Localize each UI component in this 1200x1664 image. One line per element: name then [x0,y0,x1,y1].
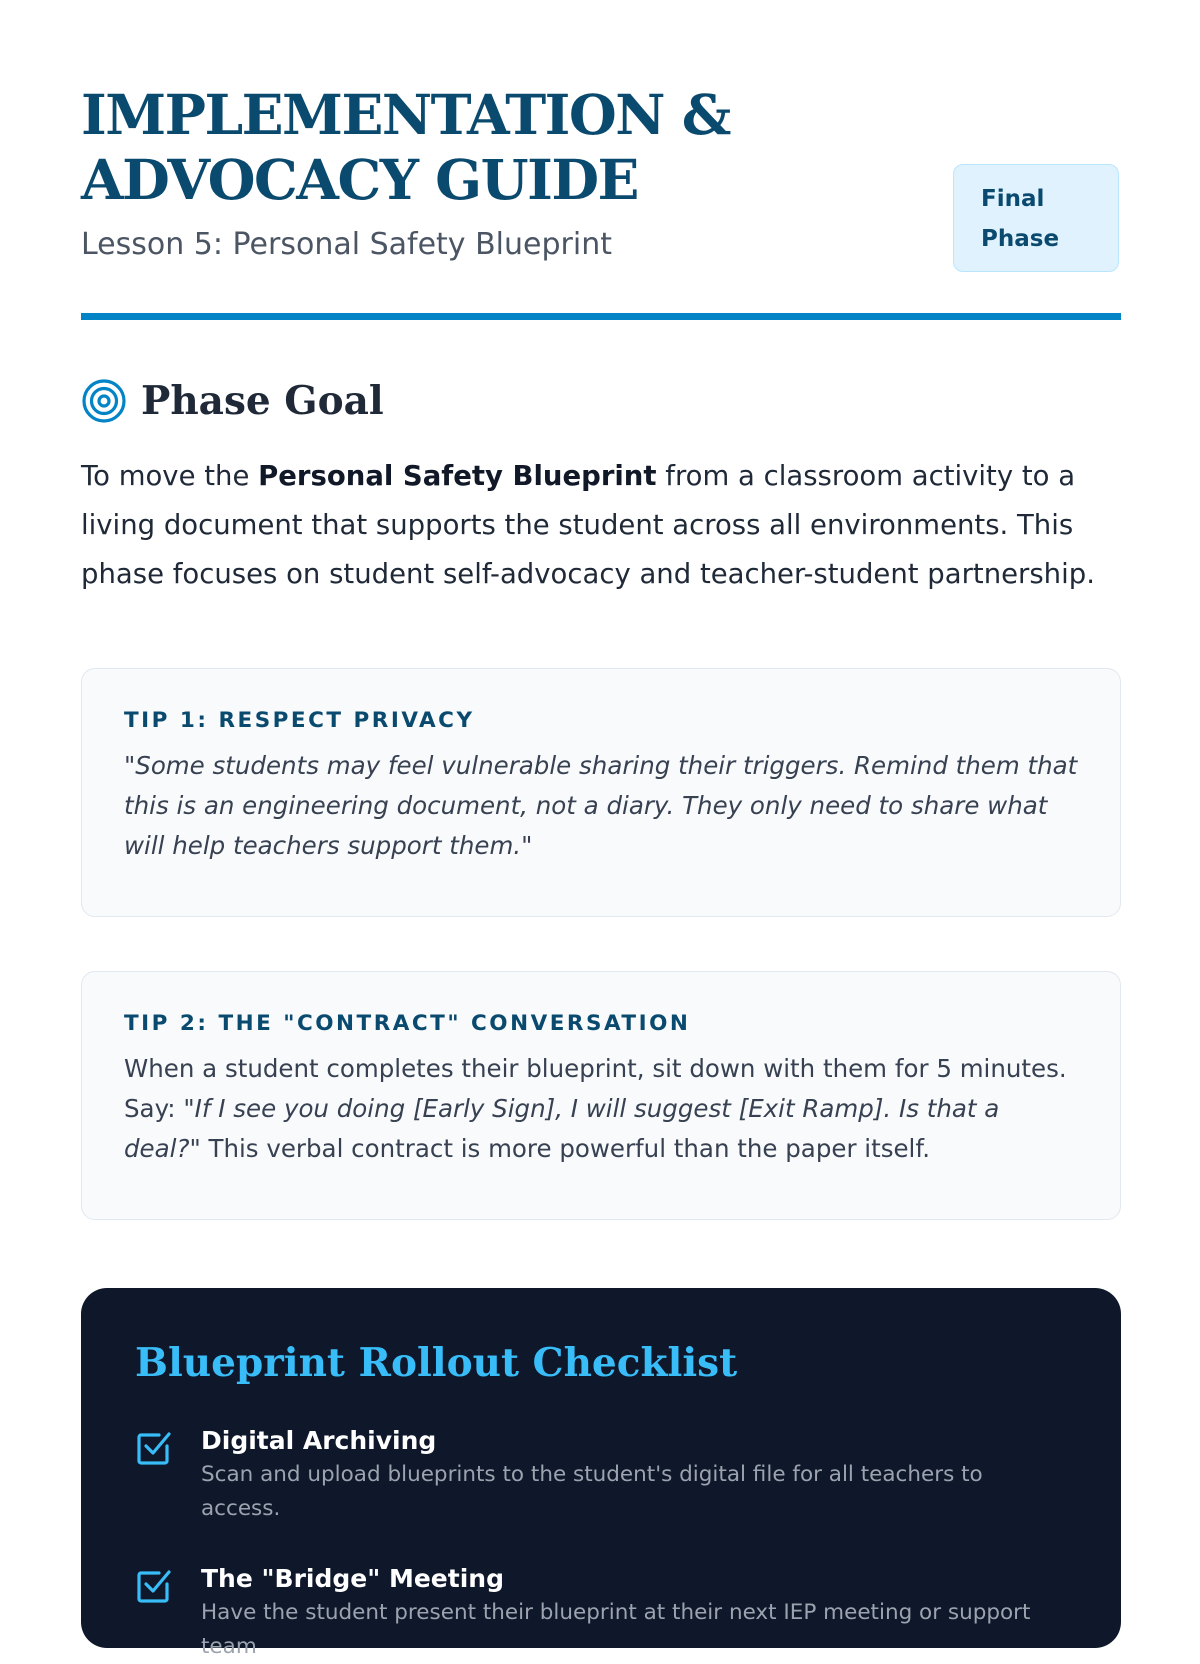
page-title: IMPLEMENTATION & ADVOCACY GUIDE [81,82,730,212]
checklist-item-text [201,1424,1067,1526]
header-divider [81,313,1121,320]
checklist-item-desc: Scan and upload blueprints to the student's digital file for all teachers to access. [201,1462,983,1521]
rollout-checklist [81,1288,1121,1659]
phase-goal-title: Phase Goal [141,378,384,424]
phase-badge-line1: Final [981,186,1045,212]
checklist-item-title: The "Bridge" Meeting [201,1564,504,1593]
target-icon [81,378,127,424]
checklist-item-title: Digital Archiving [201,1426,437,1455]
checklist-item-desc: Have the student present their blueprint at their next IEP meeting or support team [201,1600,1031,1659]
goal-text-start: To move the [81,460,259,492]
goal-text-end: from a classroom activity to a living document that supports the student across all environments. This phase focuses on student self-advocacy and teacher-student partnership. [81,460,1095,590]
tip-card-2 [81,971,1121,1220]
checklist-item [135,1562,1067,1664]
tip-card-1 [81,668,1121,917]
phase-badge-line2: Phase [981,226,1060,252]
tip-2-title: TIP 2: THE "CONTRACT" CONVERSATION [124,1011,691,1036]
tip-2-body [124,1049,1078,1169]
phase-badge [953,164,1119,272]
checklist-title: Blueprint Rollout Checklist [135,1340,738,1386]
phase-goal-text [81,452,1121,599]
checklist-item [135,1424,1067,1526]
tip-1-body: "Some students may feel vulnerable sharing their triggers. Remind them that this is an engineering document, not a diary. They only need to share what will help teachers support them." [124,751,1078,860]
phase-goal-heading [81,376,384,426]
checkbox-checked-icon[interactable] [135,1566,173,1604]
goal-text-bold: Personal Safety Blueprint [258,460,657,492]
checklist-item-text [201,1562,1067,1664]
tip-2-body-start: When a student completes their blueprint, sit down with them for 5 minutes. Say: [124,1054,1067,1123]
tip-2-quote: "If I see you doing [Early Sign], I will suggest [Exit Ramp]. Is that a deal?" [124,1094,1000,1163]
lesson-subtitle: Lesson 5: Personal Safety Blueprint [81,227,612,262]
tip-2-body-end: This verbal contract is more powerful than the paper itself. [200,1134,930,1163]
checkbox-checked-icon[interactable] [135,1428,173,1466]
tip-1-title: TIP 1: RESPECT PRIVACY [124,708,475,733]
